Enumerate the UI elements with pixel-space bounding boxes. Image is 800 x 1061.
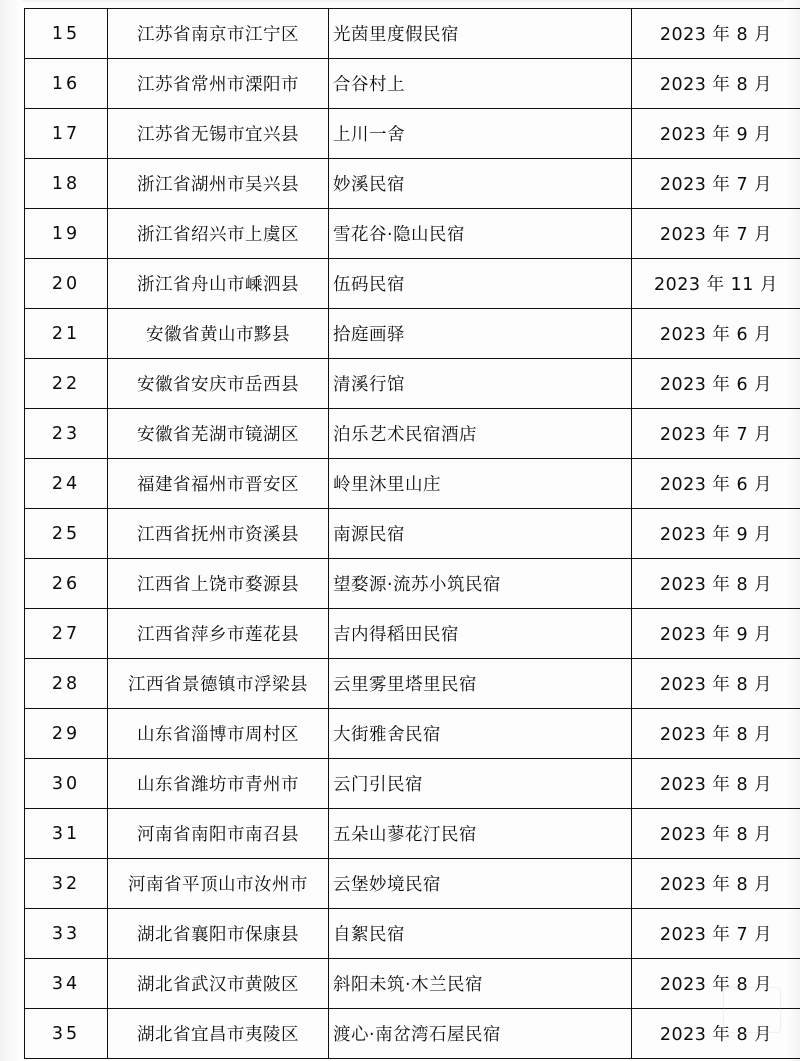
cell-index: 33 [25, 909, 108, 959]
cell-date: 2023 年 6 月 [632, 309, 800, 359]
cell-date: 2023 年 8 月 [632, 759, 800, 809]
cell-region: 湖北省宜昌市夷陵区 [108, 1009, 329, 1059]
cell-date: 2023 年 6 月 [632, 459, 800, 509]
cell-name: 伍码民宿 [329, 259, 632, 309]
table-row [25, 859, 800, 909]
cell-region: 湖北省武汉市黄陂区 [108, 959, 329, 1009]
cell-region: 山东省潍坊市青州市 [108, 759, 329, 809]
cell-region: 河南省南阳市南召县 [108, 809, 329, 859]
table-row [25, 909, 800, 959]
cell-region: 湖北省襄阳市保康县 [108, 909, 329, 959]
cell-region: 福建省福州市晋安区 [108, 459, 329, 509]
cell-index: 18 [25, 159, 108, 209]
cell-index: 30 [25, 759, 108, 809]
table-row [25, 609, 800, 659]
cell-date: 2023 年 7 月 [632, 909, 800, 959]
cell-date: 2023 年 8 月 [632, 809, 800, 859]
cell-date: 2023 年 8 月 [632, 1009, 800, 1059]
table-row [25, 409, 800, 459]
table-row [25, 759, 800, 809]
cell-name: 清溪行馆 [329, 359, 632, 409]
table-row [25, 159, 800, 209]
homestay-table [24, 8, 800, 1059]
cell-name: 泊乐艺术民宿酒店 [329, 409, 632, 459]
cell-date: 2023 年 6 月 [632, 359, 800, 409]
cell-name: 合谷村上 [329, 59, 632, 109]
cell-name: 雪花谷·隐山民宿 [329, 209, 632, 259]
cell-index: 29 [25, 709, 108, 759]
table-row [25, 709, 800, 759]
cell-region: 江苏省无锡市宜兴县 [108, 109, 329, 159]
cell-date: 2023 年 11 月 [632, 259, 800, 309]
cell-region: 江西省景德镇市浮梁县 [108, 659, 329, 709]
cell-region: 河南省平顶山市汝州市 [108, 859, 329, 909]
cell-region: 江西省抚州市资溪县 [108, 509, 329, 559]
cell-region: 江西省上饶市婺源县 [108, 559, 329, 609]
cell-date: 2023 年 7 月 [632, 159, 800, 209]
cell-name: 云门引民宿 [329, 759, 632, 809]
cell-name: 自絮民宿 [329, 909, 632, 959]
cell-region: 安徽省安庆市岳西县 [108, 359, 329, 409]
table-row [25, 959, 800, 1009]
table-row [25, 809, 800, 859]
cell-name: 大街雅舍民宿 [329, 709, 632, 759]
cell-index: 35 [25, 1009, 108, 1059]
cell-name: 云堡妙境民宿 [329, 859, 632, 909]
cell-name: 上川一舍 [329, 109, 632, 159]
cell-name: 光茵里度假民宿 [329, 9, 632, 59]
cell-date: 2023 年 8 月 [632, 959, 800, 1009]
cell-index: 25 [25, 509, 108, 559]
cell-date: 2023 年 9 月 [632, 609, 800, 659]
cell-region: 安徽省芜湖市镜湖区 [108, 409, 329, 459]
table-row [25, 259, 800, 309]
cell-region: 浙江省湖州市吴兴县 [108, 159, 329, 209]
cell-index: 26 [25, 559, 108, 609]
cell-name: 岭里沐里山庄 [329, 459, 632, 509]
table-row [25, 59, 800, 109]
cell-date: 2023 年 8 月 [632, 9, 800, 59]
cell-name: 望婺源·流苏小筑民宿 [329, 559, 632, 609]
cell-region: 浙江省绍兴市上虞区 [108, 209, 329, 259]
cell-index: 20 [25, 259, 108, 309]
table-row [25, 659, 800, 709]
cell-index: 22 [25, 359, 108, 409]
cell-name: 渡心·南岔湾石屋民宿 [329, 1009, 632, 1059]
cell-date: 2023 年 7 月 [632, 409, 800, 459]
cell-date: 2023 年 7 月 [632, 209, 800, 259]
cell-index: 21 [25, 309, 108, 359]
table-row [25, 559, 800, 609]
cell-name: 拾庭画驿 [329, 309, 632, 359]
cell-name: 吉内得稻田民宿 [329, 609, 632, 659]
cell-index: 17 [25, 109, 108, 159]
table-row [25, 109, 800, 159]
cell-index: 32 [25, 859, 108, 909]
cell-name: 云里雾里塔里民宿 [329, 659, 632, 709]
table-row [25, 209, 800, 259]
cell-index: 15 [25, 9, 108, 59]
scan-edge-left [0, 0, 22, 1061]
cell-index: 27 [25, 609, 108, 659]
table-row [25, 459, 800, 509]
table-body [25, 9, 800, 1059]
table-row [25, 9, 800, 59]
cell-name: 南源民宿 [329, 509, 632, 559]
cell-name: 斜阳未筑·木兰民宿 [329, 959, 632, 1009]
cell-region: 安徽省黄山市黟县 [108, 309, 329, 359]
cell-index: 34 [25, 959, 108, 1009]
cell-date: 2023 年 8 月 [632, 859, 800, 909]
cell-region: 浙江省舟山市嵊泗县 [108, 259, 329, 309]
cell-index: 28 [25, 659, 108, 709]
cell-region: 山东省淄博市周村区 [108, 709, 329, 759]
cell-region: 江西省萍乡市莲花县 [108, 609, 329, 659]
cell-date: 2023 年 9 月 [632, 109, 800, 159]
table-row [25, 309, 800, 359]
cell-region: 江苏省常州市溧阳市 [108, 59, 329, 109]
cell-name: 妙溪民宿 [329, 159, 632, 209]
cell-date: 2023 年 8 月 [632, 559, 800, 609]
cell-index: 16 [25, 59, 108, 109]
cell-date: 2023 年 8 月 [632, 59, 800, 109]
cell-date: 2023 年 8 月 [632, 659, 800, 709]
cell-index: 19 [25, 209, 108, 259]
cell-name: 五朵山蓼花汀民宿 [329, 809, 632, 859]
cell-index: 23 [25, 409, 108, 459]
table-row [25, 359, 800, 409]
cell-date: 2023 年 9 月 [632, 509, 800, 559]
cell-index: 24 [25, 459, 108, 509]
cell-region: 江苏省南京市江宁区 [108, 9, 329, 59]
cell-index: 31 [25, 809, 108, 859]
cell-date: 2023 年 8 月 [632, 709, 800, 759]
table-row [25, 1009, 800, 1059]
table-row [25, 509, 800, 559]
